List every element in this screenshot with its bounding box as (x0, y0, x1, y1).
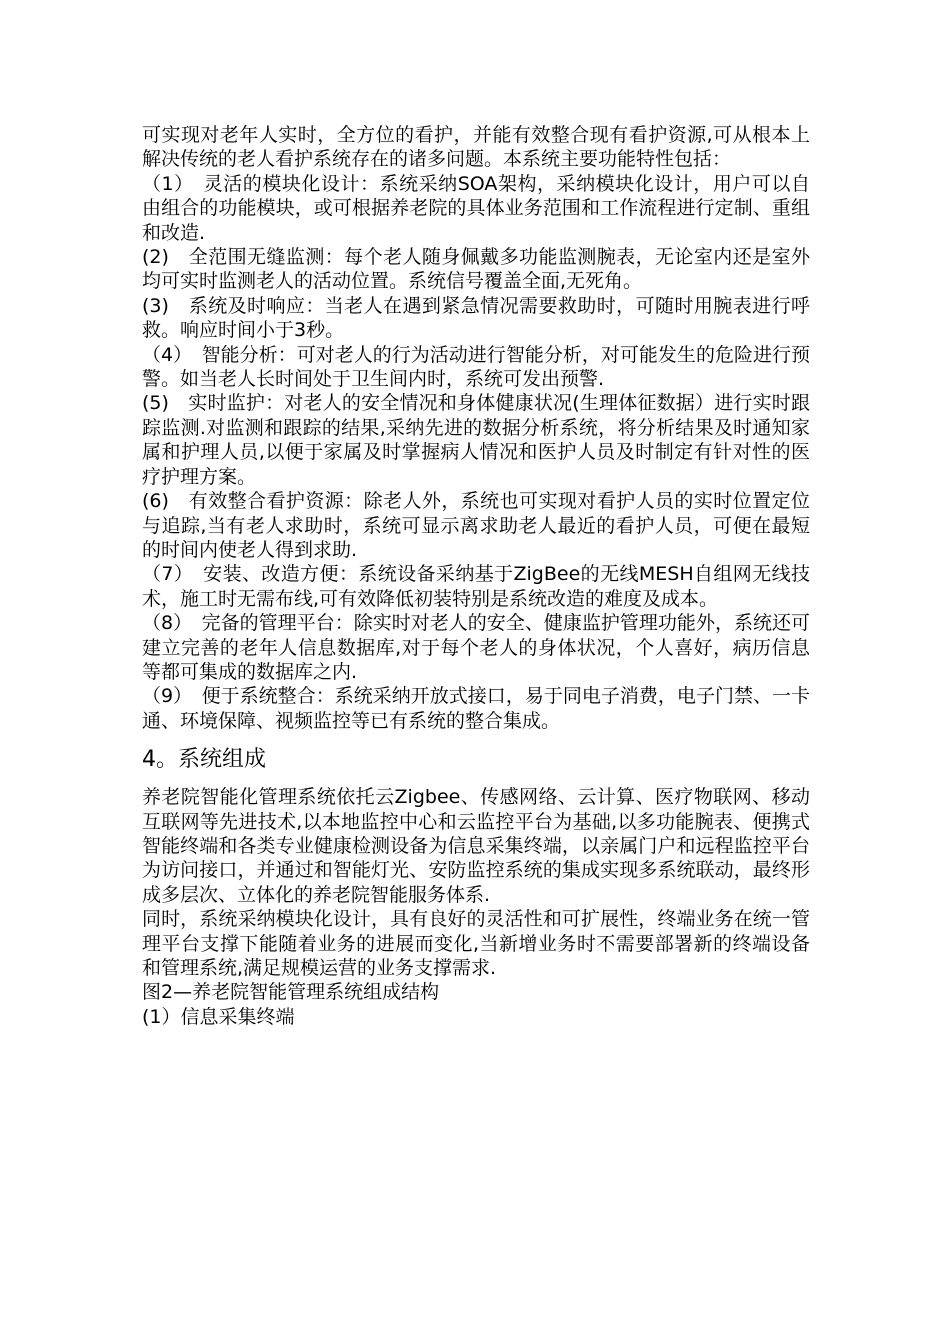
feature-item-7: （7） 安装、改造方便：系统设备采纳基于ZigBee的无线MESH自组网无线技术，施工时无需布线,可有效降低初装特别是系统改造的难度及成本。 (142, 563, 810, 610)
section-heading: 4。系统组成 (142, 747, 266, 773)
section-paragraph-2: 同时，系统采纳模块化设计，具有良好的灵活性和可扩展性，终端业务在统一管理平台支撑下能随着业务的进展而变化,当新增业务时不需要部署新的终端设备和管理系统,满足规模运营的业务支撑需求. (142, 908, 810, 979)
figure-caption: 图2—养老院智能管理系统组成结构 (142, 981, 440, 1004)
feature-item-8: （8） 完备的管理平台：除实时对老人的安全、健康监护管理功能外，系统还可建立完善的老年人信息数据库,对于每个老人的身体状况，个人喜好，病历信息等都可集成的数据库之内. (142, 612, 810, 683)
document-page (142, 123, 810, 1029)
feature-item-3: (3) 系统及时响应：当老人在遇到紧急情况需要救助时，可随时用腕表进行呼救。响应时间小于3秒。 (142, 294, 810, 342)
subsection-title: (1）信息采集终端 (142, 1005, 295, 1028)
feature-item-2: (2) 全范围无缝监测：每个老人随身佩戴多功能监测腕表，无论室内还是室外均可实时监测老人的活动位置。系统信号覆盖全面,无死角。 (142, 246, 810, 293)
feature-item-4: （4） 智能分析：可对老人的行为活动进行智能分析，对可能发生的危险进行预警。如当老人长时间处于卫生间内时，系统可发出预警. (142, 343, 810, 391)
feature-item-5: (5) 实时监护：对老人的安全情况和身体健康状况(生理体征数据）进行实时跟踪监测.对监测和跟踪的结果,采纳先进的数据分析系统，将分析结果及时通知家属和护理人员,以便于家属及时掌握病人情况和医护人员及时制定有针对性的医疗护理方案。 (142, 392, 810, 488)
intro-paragraph: 可实现对老年人实时，全方位的看护，并能有效整合现有看护资源,可从根本上解决传统的老人看护系统存在的诸多问题。本系统主要功能特性包括： (142, 124, 810, 171)
feature-item-1: （1） 灵活的模块化设计：系统采纳SOA架构，采纳模块化设计，用户可以自由组合的功能模块，或可根据养老院的具体业务范围和工作流程进行定制、重组和改造. (142, 172, 810, 244)
feature-item-6: (6) 有效整合看护资源：除老人外，系统也可实现对看护人员的实时位置定位与追踪,当有老人求助时，系统可显示离求助老人最近的看护人员，可便在最短的时间内使老人得到求助. (142, 490, 810, 561)
section-paragraph-1: 养老院智能化管理系统依托云Zigbee、传感网络、云计算、医疗物联网、移动互联网等先进技术,以本地监控中心和云监控平台为基础,以多功能腕表、便携式智能终端和各类专业健康检测设备为信息采集终端，以亲属门户和远程监控平台为访问接口，并通过和智能灯光、安防监控系统的集成实现多系统联动，最终形成多层次、立体化的养老院智能服务体系. (142, 786, 810, 906)
feature-item-9: （9） 便于系统整合：系统采纳开放式接口，易于同电子消费，电子门禁、一卡通、环境保障、视频监控等已有系统的整合集成。 (142, 685, 810, 732)
